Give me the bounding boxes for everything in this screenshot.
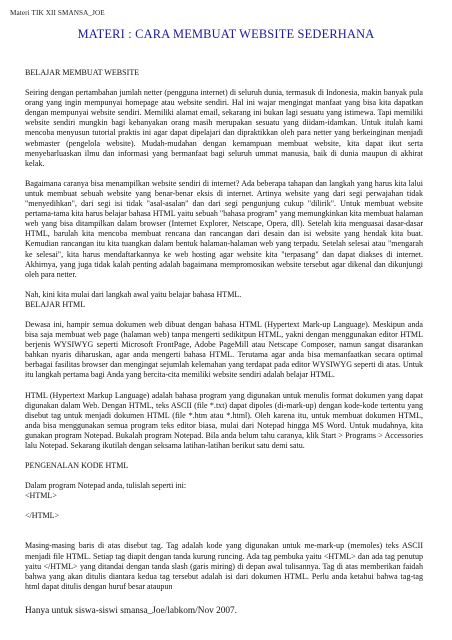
paragraph: Nah, kini kita mulai dari langkah awal yaitu belajar bahasa HTML. xyxy=(25,289,242,299)
paragraph: Bagaimana caranya bisa menampilkan website sendiri di internet? Ada beberapa tahapan dan langkah yang harus kita lalui untuk membuat sebuah website yang benar-benar eksis di internet. Artinya website yang dari segi perwajahan tidak "menyedihkan", dari segi isi tidak "asal-asalan" dan dari segi pengunjung cukup "dilirik". Untuk membuat website pertama-tama kita harus belajar bahasa HTML yaitu sebuah "bahasa program" yang memungkinkan kita membuat halaman web yang bisa ditampilkan dalam browser (Internet Explorer, Netscape, Opera, dll). Setelah kita menguasai dasar-dasar HTML, barulah kita mencoba membuat rencana dan rancangan dari desain dan isi website yang hendak kita buat. Kemudian rancangan itu kita tuangkan dalam bentuk halaman-halaman web yang terpadu. Setelah selesai atau "mengarah ke selesai", kita harus mendaftarkannya ke web hosting agar website kita "terpasang" dan dapat diakses di internet. Akhirnya, yang juga tidak kalah penting adalah bagaimana mempromosikan website tersebut agar dikenal dan dikunjungi oleh para netter. xyxy=(25,178,423,279)
code-line: </HTML> xyxy=(25,511,60,521)
section-heading: BELAJAR HTML xyxy=(25,299,86,309)
paragraph: Dewasa ini, hampir semua dokumen web dibuat dengan bahasa HTML (Hypertext Mark-up Language). Meskipun anda bisa saja membuat web page (halaman web) tanpa mengerti sedikitpun HTML, yakni dengan menggunakan editor HTML berjenis WYSIWYG seperti Microsoft FrontPage, Adobe PageMill atau Netscape Composer, namun sangat disarankan bahkan nyaris diharuskan, agar anda mengerti bahasa HTML. Terutama agar anda bisa memanfaatkan secara optimal berbagai fasilitas browser dan mengingat sejumlah kelemahan yang terdapat pada editor WYSIWYG seperti di atas. Untuk itu langkah pertama bagi Anda yang bercita-cita memiliki website sendiri adalah belajar HTML. xyxy=(25,319,423,380)
document-body xyxy=(25,68,423,602)
paragraph: Masing-masing baris di atas disebut tag. Tag adalah kode yang digunakan untuk me-mark-up (memoles) teks ASCII menjadi file HTML. Setiap tag diapit dengan tanda kurung runcing. Ada tag pembuka yaitu <HTML> dan ada tag penutup yaitu </HTML> yang ditandai dengan tanda slash (garis miring) di depan awal tulisannya. Tag di atas memberikan faidah bahwa yang akan ditulis diantara kedua tag tersebut adalah isi dari dokumen HTML. Perlu anda ketahui bahwa tag-tag html dapat ditulis dengan huruf besar ataupun xyxy=(25,541,423,591)
code-line: <HTML> xyxy=(25,491,57,501)
running-header: Materi TIK XII SMANSA_JOE xyxy=(10,9,105,17)
paragraph: HTML (Hypertext Markup Language) adalah bahasa program yang digunakan untuk menulis format dokumen yang dapat digunakan dalam Web. Dengan HTML, teks ASCII (file *.txt) dapat dipoles (di-mark-up) dengan kode-kode tertentu yang disebut tag untuk menjadi dokumen HTML (file *.htm atau *.html). Oleh karena itu, untuk membuat dokumen HTML, anda bisa menggunakan semua program teks editor biasa, mulai dari Notepad hingga MS Word. Untuk mudahnya, kita gunakan program Notepad. Bukalah program Notepad. Bila anda belum tahu caranya, klik Start > Programs > Accessories lalu Notepad. Sekarang ikutilah dengan seksama latihan-latihan berikut satu demi satu. xyxy=(25,390,423,450)
document-title: MATERI : CARA MEMBUAT WEBSITE SEDERHANA xyxy=(77,27,375,41)
section-heading: PENGENALAN KODE HTML xyxy=(25,461,129,471)
paragraph: Dalam program Notepad anda, tulislah seperti ini: xyxy=(25,481,187,491)
page-footer: Hanya untuk siswa-siswi smansa_Joe/labkom/Nov 2007. xyxy=(25,606,237,616)
section-heading: BELAJAR MEMBUAT WEBSITE xyxy=(25,68,140,77)
paragraph: Seiring dengan pertambahan jumlah netter (pengguna internet) di seluruh dunia, termasuk di Indonesia, makin banyak pula orang yang ingin mempunyai homepage atau website sendiri. Hal ini wajar mengingat manfaat yang bisa kita dapatkan dengan mempunyai website sendiri. Memiliki alamat email, sekarang ini bukan lagi sesuatu yang istimewa. Tapi memiliki website sendiri mungkin bagi kebanyakan orang masih merupakan sesuatu yang diidam-idamkan. Untuk itulah kami mencoba menyusun tutorial praktis ini agar dapat dipelajari dan dipraktikkan oleh para netter yang berkeinginan menjadi webmaster (pengelola website). Mudah-mudahan dengan kemampuan membuat website, kita dapat ikut serta menyebarluaskan ilmu dan informasi yang bermanfaat bagi seluruh ummat manusia, baik di dunia maupun di akhirat kelak. xyxy=(25,88,423,168)
